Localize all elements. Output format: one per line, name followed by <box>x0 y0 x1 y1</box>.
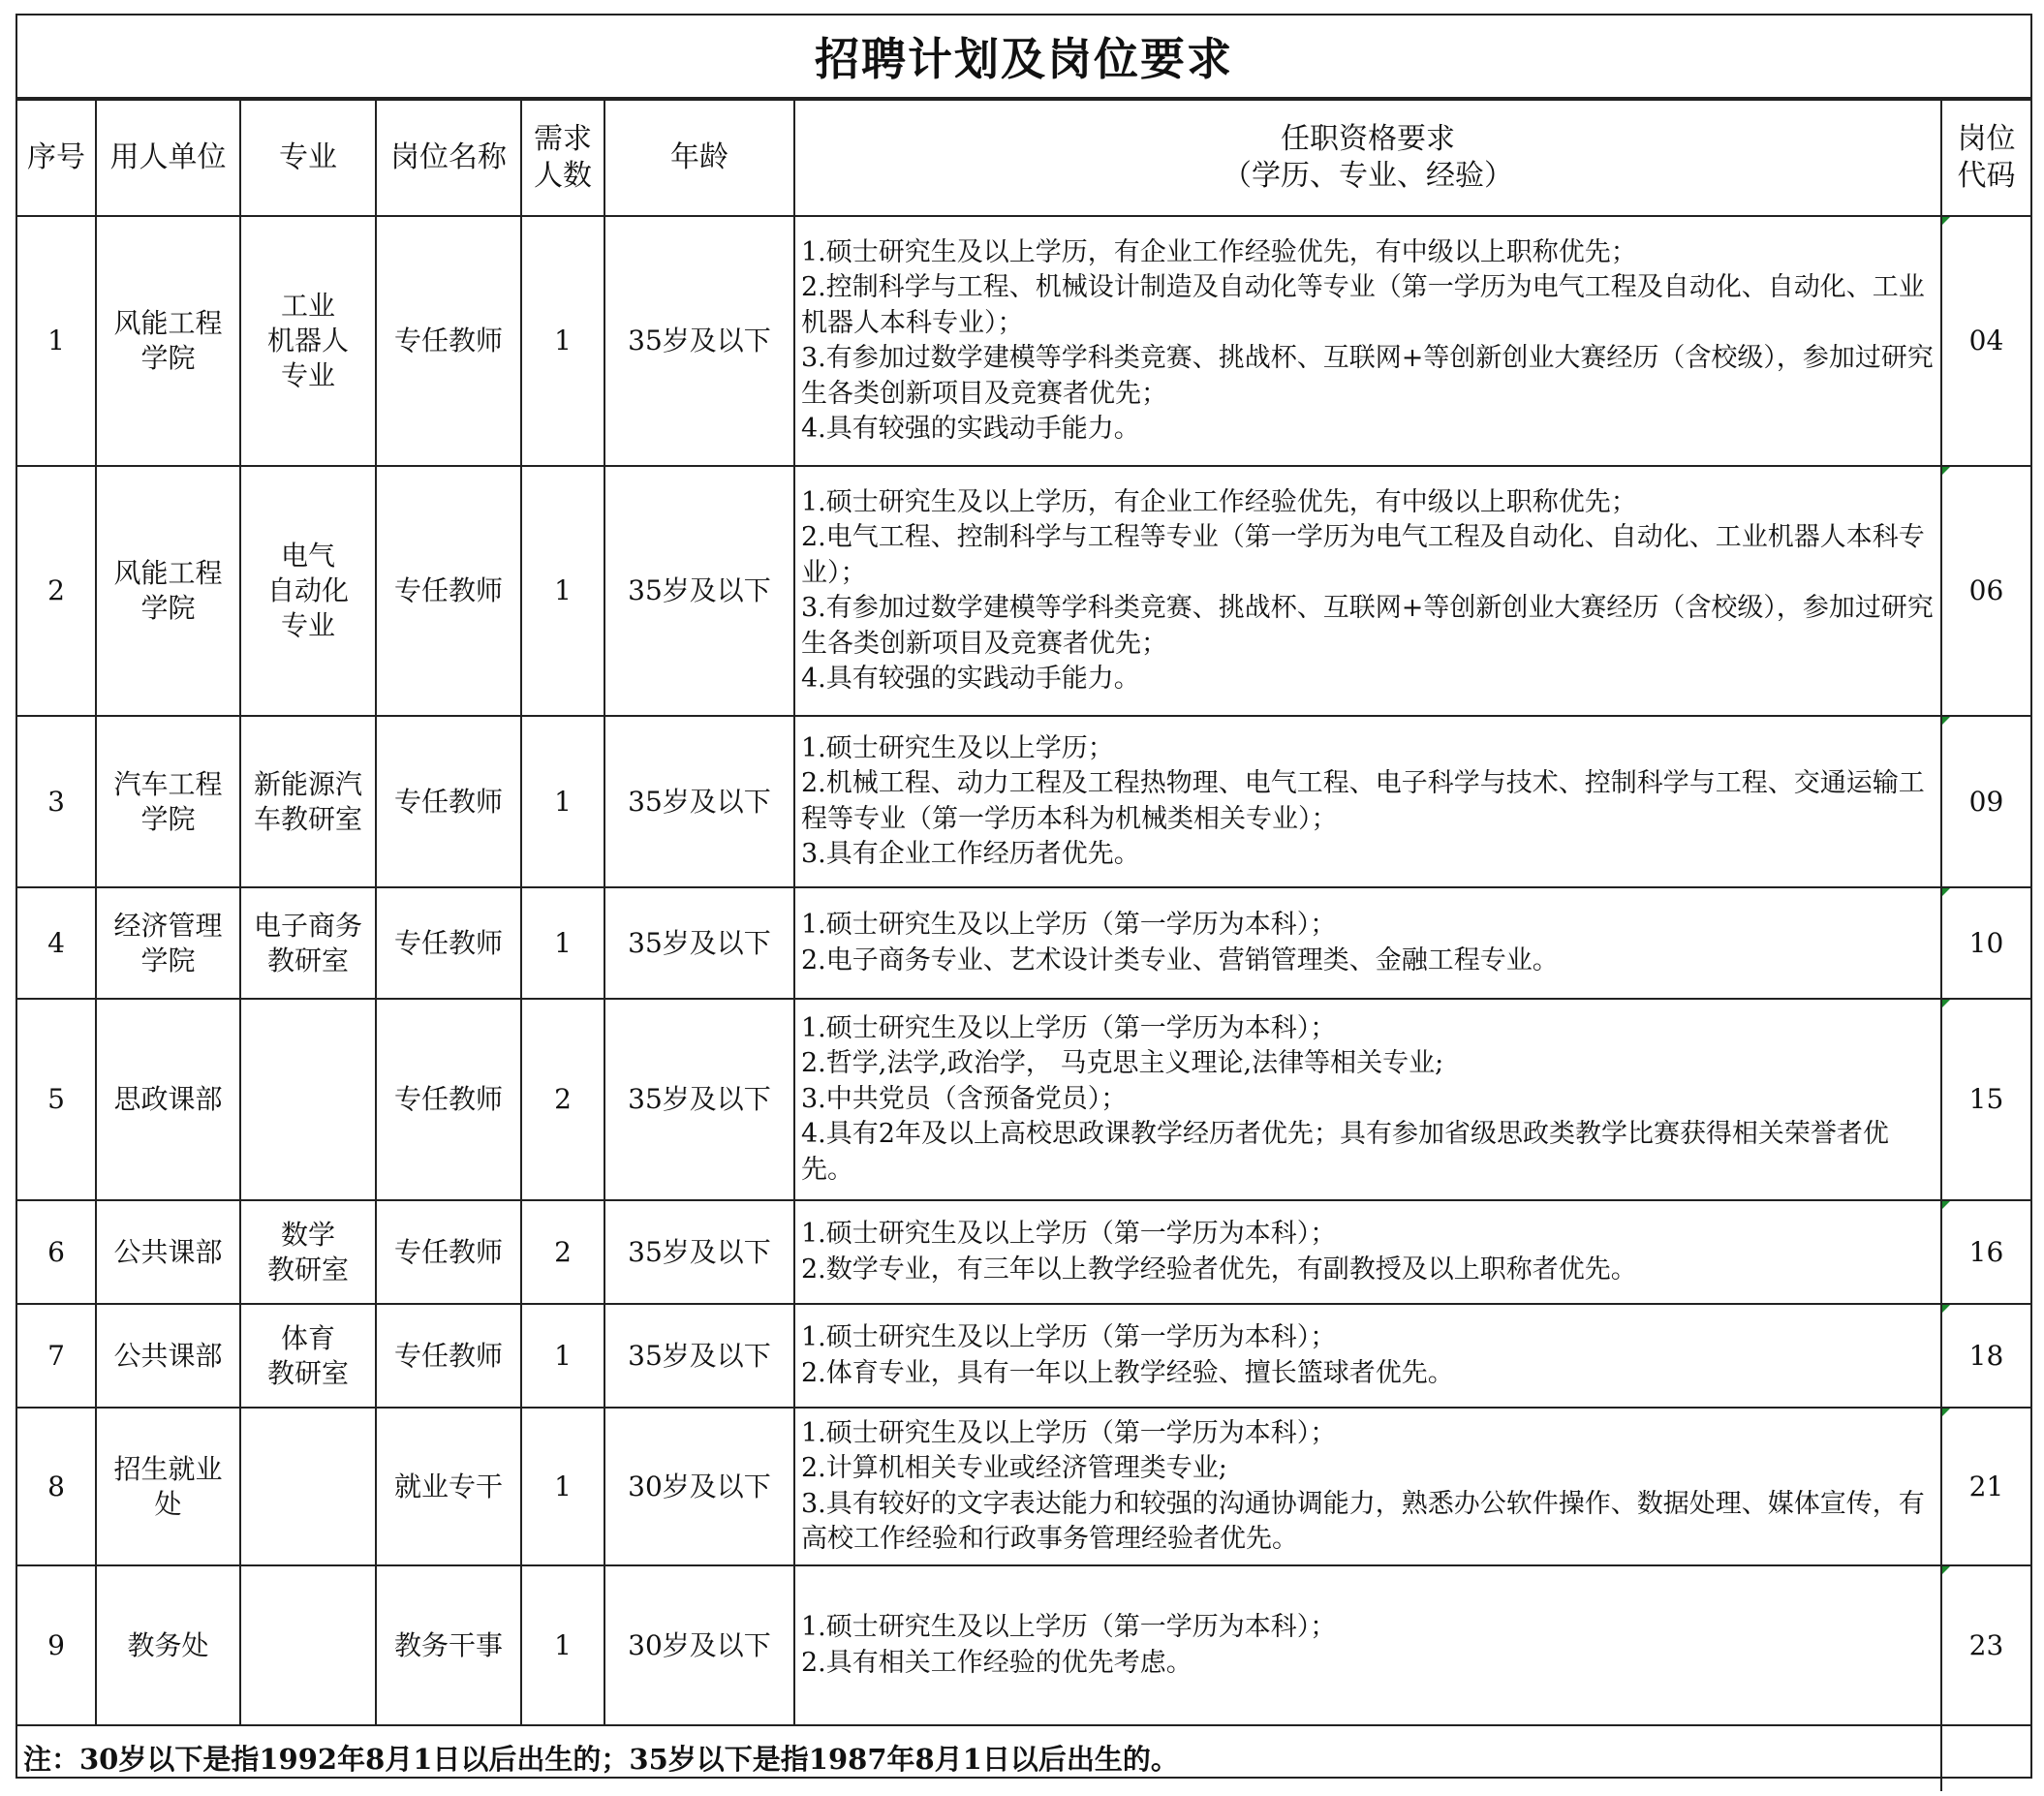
cell-num: 1 <box>521 887 604 999</box>
table-row <box>17 887 2030 999</box>
cell-unit-line: 学院 <box>140 342 196 374</box>
header-demand <box>521 100 604 216</box>
cell-num: 1 <box>521 216 604 466</box>
cell-unit <box>96 1565 240 1725</box>
cell-requirements-line: 2.体育专业，具有一年以上教学经验、擅长篮球者优先。 <box>801 1357 1454 1388</box>
cell-post: 专任教师 <box>376 887 521 999</box>
cell-requirements-line: 2.具有相关工作经验的优先考虑。 <box>801 1647 1192 1678</box>
cell-major-line: 电气 <box>280 540 335 572</box>
cell-unit <box>96 466 240 716</box>
header-req-line2: （学历、专业、经验） <box>1223 159 1513 193</box>
sheet-title: 招聘计划及岗位要求 <box>17 15 2030 99</box>
post-code: 18 <box>1968 1339 2004 1372</box>
cell-requirements-line: 4.具有较强的实践动手能力。 <box>801 414 1140 444</box>
cell-requirements-line: 2.电气工程、控制科学与工程等专业（第一学历为电气工程及自动化、自动化、工业机器人本科专业）； <box>801 522 1925 588</box>
cell-code <box>1941 1304 2030 1408</box>
cell-major-line: 教研室 <box>266 944 349 976</box>
post-code: 10 <box>1968 926 2004 959</box>
cell-age: 30岁及以下 <box>604 1408 794 1565</box>
cell-major-line: 机器人 <box>266 325 349 356</box>
cell-requirements-line: 2.电子商务专业、艺术设计类专业、营销管理类、金融工程专业。 <box>801 944 1559 975</box>
header-code-line2: 代码 <box>1957 159 2016 193</box>
header-code-line1: 岗位 <box>1957 122 2016 156</box>
cell-num: 1 <box>521 716 604 887</box>
cell-requirements <box>794 1304 1941 1408</box>
post-code: 04 <box>1968 325 2004 356</box>
cell-unit-line: 思政课部 <box>113 1083 223 1115</box>
comment-indicator-icon <box>1942 717 1950 725</box>
comment-indicator-icon <box>1942 1566 1950 1574</box>
cell-post: 专任教师 <box>376 716 521 887</box>
cell-seq: 3 <box>17 716 96 887</box>
cell-major-line: 工业 <box>280 290 335 322</box>
cell-major <box>240 999 376 1200</box>
comment-indicator-icon <box>1942 888 1950 896</box>
table-row <box>17 999 2030 1200</box>
cell-requirements <box>794 716 1941 887</box>
cell-major <box>240 716 376 887</box>
cell-unit-line: 处 <box>154 1487 182 1520</box>
cell-major-line: 专业 <box>280 359 335 391</box>
cell-major <box>240 1200 376 1304</box>
cell-num: 1 <box>521 1565 604 1725</box>
cell-seq: 9 <box>17 1565 96 1725</box>
comment-indicator-icon <box>1942 1305 1950 1313</box>
cell-post: 就业专干 <box>376 1408 521 1565</box>
cell-major-line: 专业 <box>280 609 335 641</box>
note-row <box>17 1725 2030 1791</box>
table-row <box>17 716 2030 887</box>
cell-requirements <box>794 216 1941 466</box>
table-row <box>17 1408 2030 1565</box>
post-code: 06 <box>1968 574 2004 606</box>
cell-major-line: 数学 <box>280 1218 335 1251</box>
cell-num: 2 <box>521 999 604 1200</box>
table-row <box>17 466 2030 716</box>
cell-requirements-line: 1.硕士研究生及以上学历，有企业工作经验优先，有中级以上职称优先； <box>801 486 1637 517</box>
cell-unit-line: 教务处 <box>127 1628 209 1661</box>
cell-code <box>1941 887 2030 999</box>
cell-age: 35岁及以下 <box>604 887 794 999</box>
cell-major <box>240 1408 376 1565</box>
cell-seq: 1 <box>17 216 96 466</box>
comment-indicator-icon <box>1942 1201 1950 1209</box>
cell-requirements-line: 3.具有企业工作经历者优先。 <box>801 839 1140 869</box>
cell-requirements <box>794 1408 1941 1565</box>
cell-age: 35岁及以下 <box>604 216 794 466</box>
cell-requirements-line: 1.硕士研究生及以上学历； <box>801 732 1114 763</box>
cell-age: 30岁及以下 <box>604 1565 794 1725</box>
header-unit: 用人单位 <box>96 100 240 216</box>
cell-requirements <box>794 999 1941 1200</box>
cell-age: 35岁及以下 <box>604 466 794 716</box>
cell-requirements-line: 2.计算机相关专业或经济管理类专业; <box>801 1453 1227 1483</box>
cell-requirements <box>794 1200 1941 1304</box>
cell-num: 1 <box>521 1304 604 1408</box>
cell-post: 专任教师 <box>376 999 521 1200</box>
cell-major-line: 教研室 <box>266 1356 349 1389</box>
cell-code <box>1941 1565 2030 1725</box>
post-code: 23 <box>1968 1628 2004 1661</box>
cell-age: 35岁及以下 <box>604 716 794 887</box>
cell-unit-line: 公共课部 <box>113 1235 223 1268</box>
cell-requirements-line: 4.具有2年及以上高校思政课教学经历者优先；具有参加省级思政类教学比赛获得相关荣誉者优先。 <box>801 1119 1889 1185</box>
header-major: 专业 <box>240 100 376 216</box>
cell-seq: 4 <box>17 887 96 999</box>
cell-requirements-line: 1.硕士研究生及以上学历（第一学历为本科）； <box>801 1612 1337 1642</box>
cell-seq: 6 <box>17 1200 96 1304</box>
cell-unit-line: 风能工程 <box>113 557 223 589</box>
header-age: 年龄 <box>604 100 794 216</box>
cell-code <box>1941 216 2030 466</box>
cell-seq: 5 <box>17 999 96 1200</box>
cell-major <box>240 1565 376 1725</box>
table-row <box>17 1565 2030 1725</box>
cell-major <box>240 216 376 466</box>
cell-age: 35岁及以下 <box>604 999 794 1200</box>
recruitment-sheet <box>15 14 2032 1779</box>
table-row <box>17 1304 2030 1408</box>
cell-requirements-line: 4.具有较强的实践动手能力。 <box>801 664 1140 694</box>
cell-post: 专任教师 <box>376 1304 521 1408</box>
cell-num: 1 <box>521 1408 604 1565</box>
cell-unit-line: 公共课部 <box>113 1339 223 1372</box>
post-code: 21 <box>1968 1470 2004 1502</box>
cell-age: 35岁及以下 <box>604 1200 794 1304</box>
header-code <box>1941 100 2030 216</box>
cell-num: 1 <box>521 466 604 716</box>
cell-requirements-line: 2.机械工程、动力工程及工程热物理、电气工程、电子科学与技术、控制科学与工程、交通运输工程等专业（第一学历本科为机械类相关专业）； <box>801 768 1925 834</box>
cell-unit-line: 风能工程 <box>113 307 223 339</box>
cell-age: 35岁及以下 <box>604 1304 794 1408</box>
cell-requirements-line: 1.硕士研究生及以上学历（第一学历为本科）； <box>801 1219 1337 1249</box>
cell-num: 2 <box>521 1200 604 1304</box>
cell-unit <box>96 1408 240 1565</box>
note-text: 注：30岁以下是指1992年8月1日以后出生的；35岁以下是指1987年8月1日以后出生的。 <box>17 1725 1941 1791</box>
cell-requirements <box>794 1565 1941 1725</box>
cell-requirements-line: 1.硕士研究生及以上学历（第一学历为本科）； <box>801 1417 1337 1448</box>
cell-seq: 7 <box>17 1304 96 1408</box>
cell-unit-line: 学院 <box>140 592 196 624</box>
recruitment-table <box>17 99 2030 1791</box>
cell-requirements-line: 2.控制科学与工程、机械设计制造及自动化等专业（第一学历为电气工程及自动化、自动化、工业机器人本科专业）； <box>801 272 1925 338</box>
cell-unit-line: 招生就业 <box>113 1452 223 1485</box>
cell-post: 专任教师 <box>376 216 521 466</box>
cell-unit <box>96 999 240 1200</box>
cell-requirements-line: 1.硕士研究生及以上学历（第一学历为本科）； <box>801 910 1337 940</box>
note-empty-cell <box>1941 1725 2030 1791</box>
post-code: 16 <box>1968 1235 2004 1268</box>
cell-requirements <box>794 887 1941 999</box>
table-row <box>17 1200 2030 1304</box>
comment-indicator-icon <box>1942 1000 1950 1007</box>
cell-seq: 2 <box>17 466 96 716</box>
header-post: 岗位名称 <box>376 100 521 216</box>
cell-requirements-line: 3.中共党员（含预备党员）； <box>801 1083 1128 1114</box>
cell-major <box>240 887 376 999</box>
cell-unit-line: 汽车工程 <box>113 767 223 800</box>
table-body <box>17 216 2030 1725</box>
cell-code <box>1941 716 2030 887</box>
cell-requirements-line: 3.具有较好的文字表达能力和较强的沟通协调能力，熟悉办公软件操作、数据处理、媒体宣传，有高校工作经验和行政事务管理经验者优先。 <box>801 1488 1925 1554</box>
cell-post: 专任教师 <box>376 466 521 716</box>
cell-major <box>240 466 376 716</box>
cell-code <box>1941 1200 2030 1304</box>
header-seq: 序号 <box>17 100 96 216</box>
cell-requirements-line: 2.哲学,法学,政治学， 马克思主义理论,法律等相关专业; <box>801 1048 1444 1079</box>
cell-unit <box>96 887 240 999</box>
cell-requirements-line: 3.有参加过数学建模等学科类竞赛、挑战杯、互联网+等创新创业大赛经历（含校级），参加过研究生各类创新项目及竞赛者优先； <box>801 343 1934 409</box>
cell-code <box>1941 1408 2030 1565</box>
cell-unit-line: 学院 <box>140 802 196 835</box>
cell-seq: 8 <box>17 1408 96 1565</box>
cell-code <box>1941 466 2030 716</box>
cell-unit-line: 学院 <box>140 944 196 976</box>
table-row <box>17 216 2030 466</box>
post-code: 15 <box>1968 1083 2004 1115</box>
header-row <box>17 100 2030 216</box>
header-req-line1: 任职资格要求 <box>1281 122 1455 156</box>
cell-unit <box>96 716 240 887</box>
cell-requirements-line: 1.硕士研究生及以上学历（第一学历为本科）； <box>801 1322 1337 1352</box>
cell-code <box>1941 999 2030 1200</box>
cell-major-line: 教研室 <box>266 1253 349 1285</box>
cell-major <box>240 1304 376 1408</box>
cell-requirements-line: 1.硕士研究生及以上学历，有企业工作经验优先，有中级以上职称优先； <box>801 236 1637 267</box>
cell-unit <box>96 1200 240 1304</box>
cell-major-line: 自动化 <box>266 574 349 606</box>
cell-unit <box>96 216 240 466</box>
header-requirements <box>794 100 1941 216</box>
cell-major-line: 新能源汽 <box>253 767 362 800</box>
cell-requirements-line: 1.硕士研究生及以上学历（第一学历为本科）； <box>801 1012 1337 1043</box>
cell-requirements-line: 3.有参加过数学建模等学科类竞赛、挑战杯、互联网+等创新创业大赛经历（含校级），参加过研究生各类创新项目及竞赛者优先； <box>801 593 1934 659</box>
comment-indicator-icon <box>1942 1409 1950 1416</box>
cell-unit-line: 经济管理 <box>113 909 223 942</box>
header-demand-line2: 人数 <box>534 159 592 193</box>
header-demand-line1: 需求 <box>534 122 592 156</box>
cell-major-line: 车教研室 <box>253 802 362 835</box>
cell-requirements-line: 2.数学专业，有三年以上教学经验者优先，有副教授及以上职称者优先。 <box>801 1254 1637 1285</box>
cell-unit <box>96 1304 240 1408</box>
comment-indicator-icon <box>1942 467 1950 475</box>
cell-requirements <box>794 466 1941 716</box>
cell-post: 专任教师 <box>376 1200 521 1304</box>
cell-major-line: 电子商务 <box>253 909 362 942</box>
cell-post: 教务干事 <box>376 1565 521 1725</box>
comment-indicator-icon <box>1942 217 1950 225</box>
post-code: 09 <box>1968 785 2004 818</box>
cell-major-line: 体育 <box>280 1321 335 1354</box>
